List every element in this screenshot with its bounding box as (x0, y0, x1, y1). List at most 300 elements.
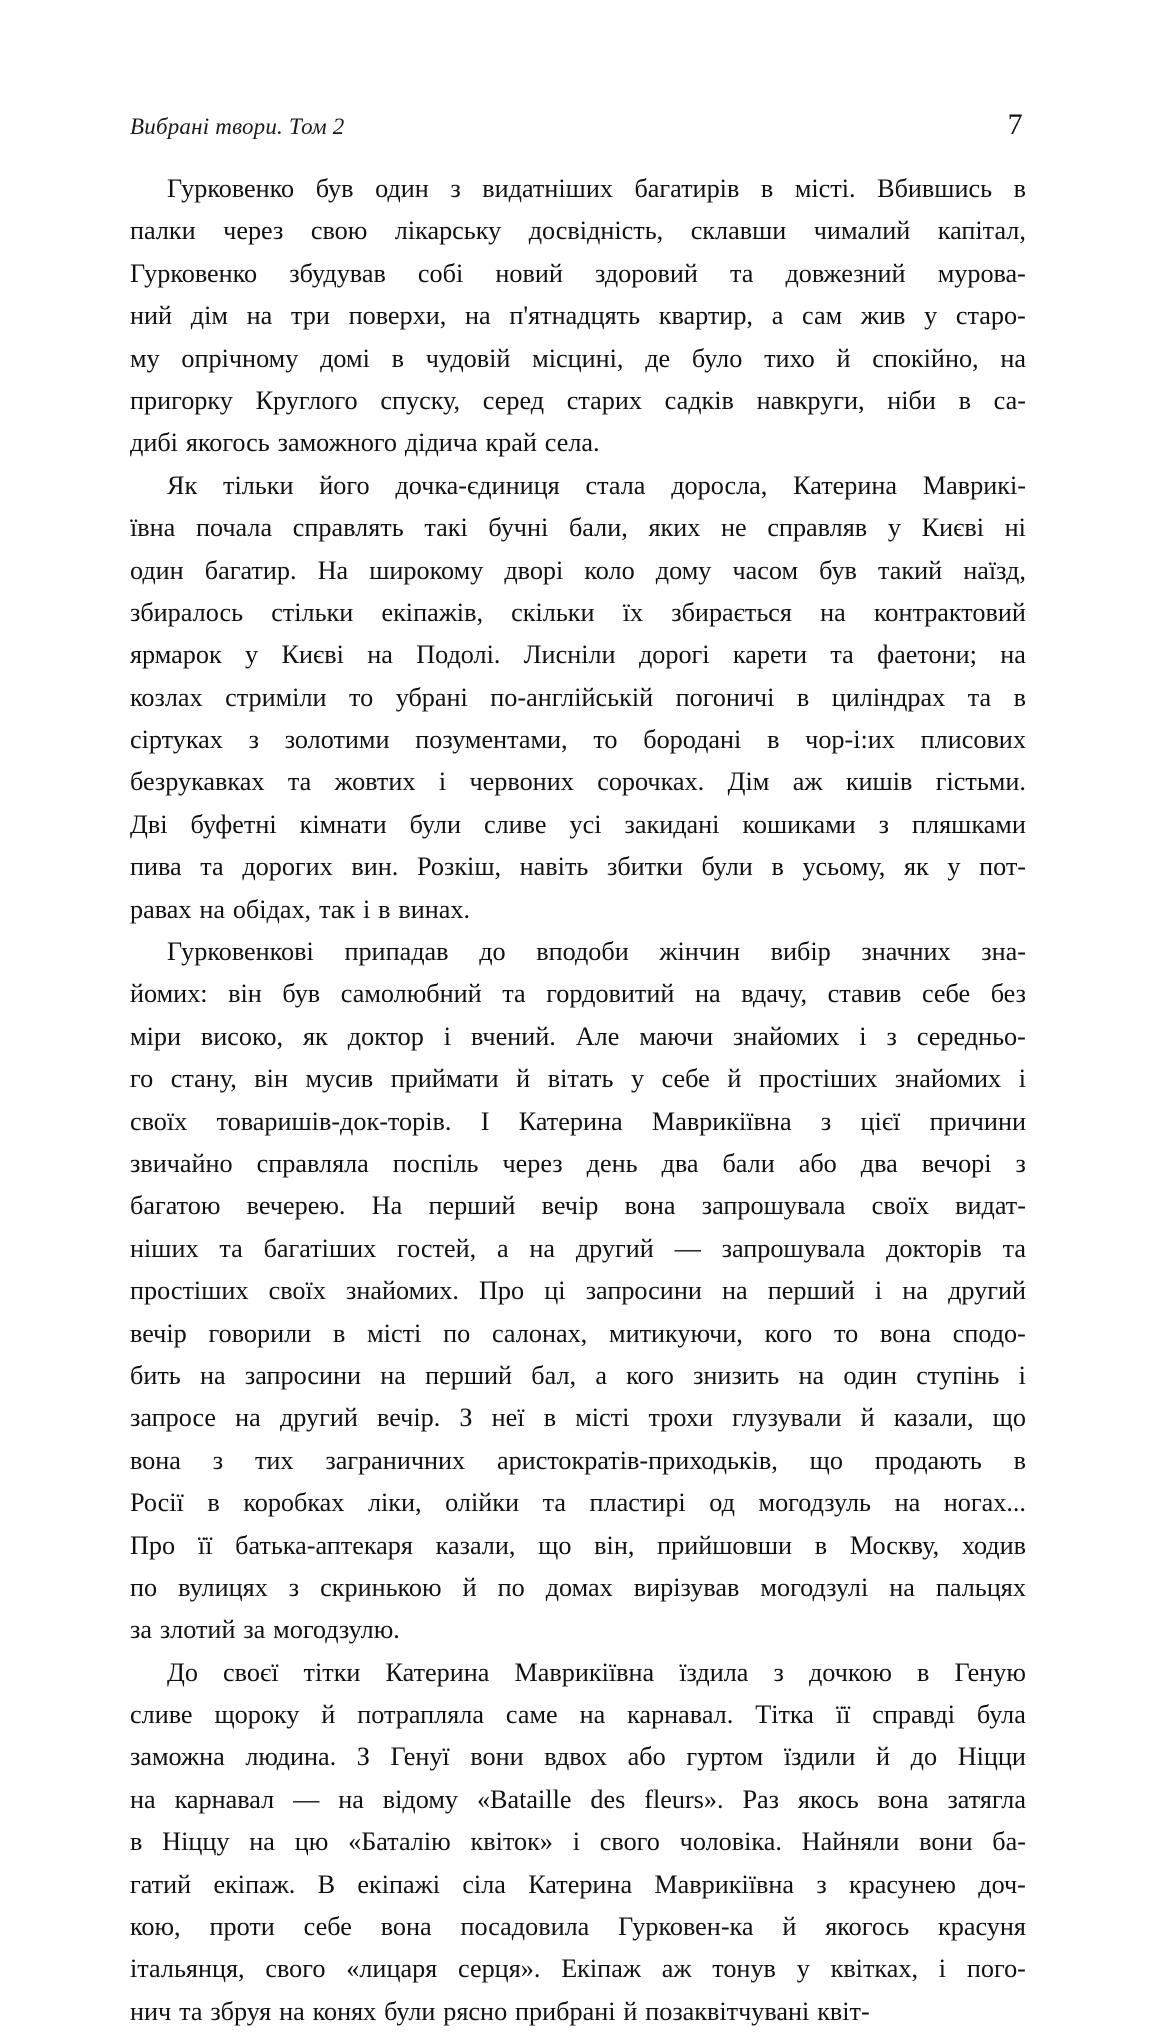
word: вечорі (921, 1148, 992, 1178)
text-line (130, 1694, 1026, 1736)
word: квартир, (658, 301, 753, 331)
word: справлять (292, 513, 404, 543)
word: неї (491, 1403, 525, 1433)
word: прийшовши (657, 1530, 793, 1560)
word: справді (872, 1700, 955, 1730)
word: як (903, 852, 929, 882)
word: місті. (794, 174, 856, 203)
text-line (130, 1397, 1026, 1439)
word: у (245, 640, 259, 670)
word: чор-і:их (805, 725, 895, 755)
word: дочкою (808, 1657, 892, 1687)
word: на (1000, 640, 1026, 670)
word: конях (312, 1996, 377, 2026)
word: винах. (398, 894, 470, 924)
word: що (992, 1403, 1026, 1433)
word: своїх (268, 1276, 326, 1306)
word: місцині, (532, 343, 624, 373)
text-line (130, 973, 1026, 1015)
word: навкруги, (756, 385, 865, 415)
word: аж (792, 767, 823, 797)
word: з (1015, 1148, 1026, 1178)
word: дворі (504, 555, 564, 585)
word: вулицях (178, 1572, 268, 1602)
word: вона (130, 1445, 181, 1475)
word: проти (209, 1912, 275, 1942)
word: сливе (130, 1700, 193, 1730)
word: знизить (693, 1360, 780, 1390)
word: часом (732, 555, 799, 585)
word: І (480, 1106, 490, 1136)
word: досвідність, (528, 216, 664, 246)
word: бал, (531, 1360, 577, 1390)
word: два (661, 1148, 699, 1178)
text-line (130, 1185, 1026, 1227)
word: Дім (727, 767, 770, 797)
word: то (593, 725, 618, 755)
word: саме (505, 1700, 558, 1730)
word: аристократів-приходьків, (496, 1445, 778, 1475)
text-line (130, 634, 1026, 676)
word: що (809, 1445, 843, 1475)
word: то (834, 1318, 859, 1348)
word: приймати (390, 1064, 499, 1094)
word: або (627, 1742, 666, 1772)
word: зна- (981, 937, 1026, 967)
word: говорили (208, 1318, 312, 1348)
text-line (130, 1991, 1026, 2033)
word: її (197, 1530, 213, 1560)
text-line (130, 1440, 1026, 1482)
word: в (1013, 174, 1026, 203)
word: такий (878, 555, 943, 585)
word: казали, (435, 1530, 516, 1560)
word: кою, (130, 1912, 181, 1942)
word: ці (544, 1276, 566, 1306)
word: в (130, 1827, 143, 1857)
word: Києві (921, 513, 984, 543)
word: коробках (243, 1488, 345, 1518)
word: багатирів (634, 174, 740, 203)
word: в (207, 1488, 220, 1518)
word: коло (584, 555, 635, 585)
word: міри (130, 1021, 181, 1051)
word: З (356, 1742, 370, 1772)
word: прибрані (515, 1996, 616, 2026)
word: та (200, 852, 224, 882)
word: товаришів-док-торів. (216, 1106, 452, 1136)
word: наїзд, (963, 555, 1026, 585)
word: день (586, 1148, 638, 1178)
word: — (674, 1233, 701, 1263)
word: людина. (245, 1742, 337, 1772)
word: казали, (893, 1403, 974, 1433)
word: На (317, 555, 349, 585)
word: та (729, 258, 754, 288)
word: ївна (130, 513, 176, 543)
word: домах (545, 1572, 613, 1602)
word: Круглого (255, 385, 358, 415)
word: по (443, 1318, 471, 1348)
word: і (1018, 1064, 1026, 1094)
word: жінчин (659, 937, 740, 967)
word: буфетні (190, 809, 277, 839)
word: в (760, 174, 774, 203)
word: обідах, (232, 894, 312, 924)
word: ногах... (943, 1488, 1026, 1518)
word: убрані (395, 682, 468, 712)
word: на (380, 1360, 406, 1390)
text-line (130, 1736, 1026, 1778)
word: й (876, 1742, 891, 1772)
word: вин. (351, 852, 399, 882)
word: й (623, 1996, 638, 2026)
word: Про (130, 1530, 176, 1560)
word: батька-аптекаря (235, 1530, 413, 1560)
word: — (293, 1784, 320, 1814)
word: Вбившись (877, 174, 993, 203)
text-line (130, 295, 1026, 337)
word: заможна (130, 1742, 225, 1772)
word: ходив (961, 1530, 1026, 1560)
word: гордовитий (546, 979, 675, 1009)
word: місті (367, 1318, 422, 1348)
word: старих (566, 385, 642, 415)
text-line (130, 1609, 1026, 1651)
word: бучні (488, 513, 549, 543)
word: вечір (541, 1191, 599, 1221)
word: дорогих (242, 852, 333, 882)
word: щороку (214, 1700, 300, 1730)
word: і (443, 1021, 452, 1051)
word: п'ятнадцять (509, 301, 641, 331)
word: пого- (966, 1954, 1026, 1984)
word: простіших (758, 1064, 878, 1094)
word: стала (585, 470, 646, 500)
word: олійки (445, 1488, 520, 1518)
word: в (917, 1657, 930, 1687)
word: чималий (813, 216, 911, 246)
word: екіпаж. (213, 1869, 296, 1899)
word: склавши (690, 216, 787, 246)
word: своєї (223, 1657, 279, 1687)
word: й (516, 1064, 531, 1094)
word: з (878, 809, 890, 839)
word: сливе (483, 809, 547, 839)
word: безрукавках (130, 767, 265, 797)
word: вирізував (633, 1572, 740, 1602)
text-line (130, 931, 1026, 973)
word: середньо- (916, 1021, 1026, 1051)
word: у (630, 1064, 645, 1094)
word: на (199, 1360, 226, 1390)
word: була (976, 1700, 1026, 1730)
word: на (235, 1403, 261, 1433)
word: Маврикіївна (514, 1657, 655, 1687)
text-line (130, 592, 1026, 634)
word: красуня (938, 1912, 1026, 1942)
word: Ніцци (957, 1742, 1026, 1772)
word: і (1018, 1360, 1026, 1390)
word: видат- (955, 1191, 1026, 1221)
word: сіртуках (130, 725, 223, 755)
word: він, (594, 1530, 635, 1560)
word: другий (279, 1403, 358, 1433)
word: рясно (443, 1996, 508, 2026)
word: збиралось (130, 597, 244, 627)
word: в (378, 894, 391, 924)
word: кого (626, 1360, 674, 1390)
text-line (130, 507, 1026, 549)
word: та (219, 1233, 243, 1263)
word: Екіпаж (561, 1954, 641, 1984)
word: яких (648, 513, 701, 543)
word: його (319, 470, 370, 500)
text-line (130, 1058, 1026, 1100)
word: вона (380, 1912, 432, 1942)
word: поспіль (392, 1148, 479, 1178)
word: без (990, 979, 1026, 1009)
word: Лисніли (523, 640, 616, 670)
word: через (223, 216, 284, 246)
word: край (485, 428, 537, 458)
word: стану, (170, 1064, 237, 1094)
word: квітках, (830, 1954, 918, 1984)
word: ставив (827, 979, 902, 1009)
word: що (538, 1530, 572, 1560)
word: des (590, 1784, 626, 1814)
word: збудував (289, 258, 386, 288)
word: усьому, (802, 852, 886, 882)
word: на (199, 894, 225, 924)
word: багатіших (263, 1233, 377, 1263)
word: свого (265, 1954, 326, 1984)
word: квіт- (817, 1996, 870, 2026)
word: вона (880, 1318, 931, 1348)
word: та (1002, 1233, 1026, 1263)
word: спокійно, (872, 343, 979, 373)
word: вдачу, (741, 979, 808, 1009)
word: тих (254, 1445, 294, 1475)
text-line (130, 550, 1026, 592)
word: й (836, 343, 851, 373)
word: вона (877, 1784, 929, 1814)
word: значних (861, 937, 951, 967)
word: в (814, 1530, 828, 1560)
word: на (246, 301, 273, 331)
word: Катерина (793, 470, 898, 500)
word: на (902, 1276, 928, 1306)
text-line (130, 422, 1026, 464)
word: навіть (519, 852, 589, 882)
word: знайомих (894, 1064, 1002, 1094)
word: доч- (978, 1869, 1026, 1899)
word: свого (599, 1827, 660, 1857)
text-line (130, 1482, 1026, 1524)
word: простіших (130, 1276, 249, 1306)
word: а (496, 1233, 509, 1263)
word: лікарську (394, 216, 502, 246)
word: було (691, 343, 743, 373)
word: кого (764, 1318, 813, 1348)
word: збруя (210, 1996, 272, 2026)
word: Геную (954, 1657, 1026, 1687)
word: пригорку (130, 385, 233, 415)
word: високо, (200, 1021, 284, 1051)
word: запросе (130, 1403, 217, 1433)
word: усі (569, 809, 602, 839)
word: скринькою (320, 1572, 442, 1602)
text-line (130, 1313, 1026, 1355)
word: злотий (159, 1615, 236, 1645)
word: і (859, 1021, 867, 1051)
word: багатою (130, 1191, 221, 1221)
word: так (318, 894, 356, 924)
word: Києві (281, 640, 344, 670)
word: з (773, 1657, 784, 1687)
word: «Баталію (348, 1827, 451, 1857)
word: на (465, 301, 491, 331)
word: причини (929, 1106, 1026, 1136)
word: палки (130, 216, 196, 246)
word: стриміли (225, 682, 327, 712)
word: запрошувала (701, 1191, 846, 1221)
text-line (130, 1948, 1026, 1990)
word: один (130, 555, 184, 585)
word: ба- (992, 1827, 1026, 1857)
word: маючи (639, 1021, 714, 1051)
word: села. (544, 428, 600, 458)
word: та (830, 640, 854, 670)
text-line (130, 1101, 1026, 1143)
word: не (721, 513, 747, 543)
word: вподоби (536, 937, 629, 967)
word: кишів (845, 767, 913, 797)
text-line (130, 1864, 1026, 1906)
word: «Bataille (476, 1784, 572, 1814)
text-line (130, 677, 1026, 719)
word: були (409, 809, 461, 839)
word: кімнати (299, 809, 387, 839)
word: в (543, 1403, 557, 1433)
word: екіпажів, (381, 597, 483, 627)
word: ступінь (916, 1360, 1000, 1390)
word: знайомих. (346, 1276, 459, 1306)
word: самолюбний (340, 979, 482, 1009)
word: і (438, 767, 447, 797)
word: другий (948, 1276, 1026, 1306)
word: плисових (920, 725, 1026, 755)
word: На (371, 1191, 403, 1221)
word: могодзуль (758, 1488, 871, 1518)
word: два (860, 1148, 898, 1178)
word: й (321, 1700, 336, 1730)
word: козлах (130, 682, 203, 712)
word: од (709, 1488, 735, 1518)
word: закидані (624, 809, 720, 839)
text-line (130, 1355, 1026, 1397)
word: потрапляла (357, 1700, 484, 1730)
word: з (288, 1572, 300, 1602)
word: В (317, 1869, 336, 1899)
text-line (130, 1228, 1026, 1270)
word: і (362, 894, 371, 924)
word: довжезний (785, 258, 906, 288)
word: мурова- (937, 258, 1026, 288)
word: й (727, 1064, 742, 1094)
word: місті (575, 1403, 630, 1433)
word: почала (195, 513, 273, 543)
word: дочка-єдиниця (395, 470, 560, 500)
word: через (502, 1148, 563, 1178)
word: був (282, 979, 321, 1009)
text-line (130, 1821, 1026, 1863)
word: дому (655, 555, 712, 585)
word: їздили (783, 1742, 856, 1772)
word: з (886, 1021, 897, 1051)
text-line (130, 846, 1026, 888)
word: Розкіш, (416, 852, 502, 882)
word: fleurs». (644, 1784, 724, 1814)
word: дибі (130, 428, 178, 458)
word: пот- (979, 852, 1026, 882)
word: са- (993, 385, 1026, 415)
text-line (130, 1016, 1026, 1058)
word: якогось (185, 428, 270, 458)
word: ний (130, 301, 173, 331)
running-head-title: Вибрані твори. Том 2 (130, 114, 345, 139)
word: дім (190, 301, 228, 331)
word: бородані (643, 725, 742, 755)
word: бали, (568, 513, 628, 543)
word: Найняли (801, 1827, 900, 1857)
word: знайомих (733, 1021, 840, 1051)
word: на (798, 1360, 825, 1390)
word: на (1000, 343, 1026, 373)
word: на (579, 1700, 606, 1730)
word: серця». (458, 1954, 541, 1984)
word: у (924, 301, 938, 331)
word: циліндрах (831, 682, 946, 712)
word: Як (167, 470, 198, 500)
text-line (130, 210, 1026, 252)
word: на (889, 1572, 915, 1602)
body-text-block (130, 168, 1026, 2033)
word: багатир. (204, 555, 297, 585)
word: Гурковен-ка (618, 1912, 754, 1942)
word: доросла, (671, 470, 768, 500)
word: широкому (369, 555, 484, 585)
text-line (130, 1525, 1026, 1567)
text-line (130, 253, 1026, 295)
word: Катерина (518, 1106, 623, 1136)
word: бить (130, 1360, 181, 1390)
word: доктор (347, 1021, 424, 1051)
word: один (375, 174, 429, 203)
page-number: 7 (1007, 108, 1023, 141)
word: своїх (871, 1191, 929, 1221)
word: на (130, 1784, 156, 1814)
word: припадав (344, 937, 449, 967)
word: він (254, 1064, 288, 1094)
word: могодзулю. (273, 1615, 400, 1645)
word: сіла (462, 1869, 506, 1899)
word: запросини (585, 1276, 702, 1306)
word: вони (470, 1742, 524, 1772)
word: як (303, 1021, 328, 1051)
word: поверхи, (348, 301, 447, 331)
word: за (130, 1615, 152, 1645)
